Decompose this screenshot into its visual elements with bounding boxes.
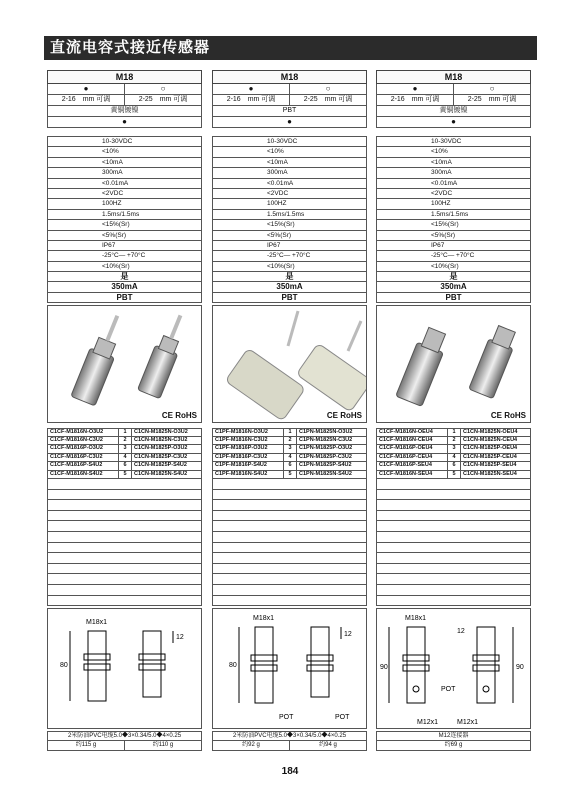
spec-repeat: <5%(Sr) <box>376 231 531 241</box>
spec-leak-current: <0.01mA <box>212 179 367 189</box>
table-row: C1CF-M1816P-S4U2 6 C1CN-M1825P-S4U2 <box>47 462 202 471</box>
range-flush: 2-16 mm 可调 <box>390 96 440 103</box>
spec-drift: <10%(Sr) <box>376 262 531 272</box>
spec-voltage: 10-30VDC <box>376 137 531 147</box>
product-column-3 <box>376 70 531 303</box>
spec-noload-current: <10mA <box>47 158 202 168</box>
housing-material: 黄铜镀镍 <box>47 106 202 117</box>
spec-short-protect: 是 <box>212 272 367 282</box>
part-number-table <box>376 428 531 606</box>
part-number-table <box>47 428 202 606</box>
table-row: C1CF-M1816P-C3U2 4 C1CN-M1825P-C3U2 <box>47 454 202 463</box>
dim-m18: M18x1 <box>405 615 427 622</box>
housing-material: PBT <box>212 106 367 117</box>
spec-ripple: <10% <box>212 147 367 157</box>
spec-list <box>212 136 367 303</box>
dim-12: 12 <box>176 634 184 641</box>
ce-rohs-mark: CE RoHS <box>326 411 362 420</box>
spec-leak-current: <0.01mA <box>47 179 202 189</box>
table-row: C1PF-M1816P-C3U2 4 C1PN-M1825P-C3U2 <box>212 454 367 463</box>
cable-info <box>47 731 202 751</box>
dim-80: 80 <box>60 662 68 669</box>
spec-max-current: 350mA <box>376 282 531 292</box>
spec-voltage: 10-30VDC <box>212 137 367 147</box>
table-row: C1CF-M1816P-CEU4 4 C1CN-M1825P-CEU4 <box>376 454 531 463</box>
range-flush: 2-16 mm 可调 <box>226 96 276 103</box>
spec-frequency: 100HZ <box>376 199 531 209</box>
spec-max-current: 350mA <box>47 282 202 292</box>
table-row: C1PF-M1816N-S4U2 5 C1PN-M1825N-S4U2 <box>212 471 367 480</box>
spec-protection: IP67 <box>212 241 367 251</box>
table-row: C1CF-M1816N-C3U2 2 C1CN-M1825N-C3U2 <box>47 437 202 446</box>
spec-voltage: 10-30VDC <box>47 137 202 147</box>
page-number: 184 <box>281 766 299 777</box>
option-dot: ● <box>212 117 367 128</box>
spec-protection: IP67 <box>47 241 202 251</box>
spec-temperature: -25°C— +70°C <box>47 251 202 261</box>
range-nonflush: 2-25 mm 可调 <box>453 95 530 105</box>
dimension-drawing-2 <box>212 608 367 729</box>
spec-short-protect: 是 <box>47 272 202 282</box>
table-row: C1CF-M1816N-CEU4 2 C1CN-M1825N-CEU4 <box>376 437 531 446</box>
spec-ripple: <10% <box>47 147 202 157</box>
title-underline <box>44 58 537 60</box>
dim-12: 12 <box>457 628 465 635</box>
weight: 约94 g <box>289 741 366 750</box>
table-row: C1CF-M1816P-OEU4 3 C1CN-M1825P-OEU4 <box>376 445 531 454</box>
spec-list <box>47 136 202 303</box>
spec-hysteresis: <15%(Sr) <box>212 220 367 230</box>
option-dot: ● <box>47 117 202 128</box>
spec-hysteresis: <15%(Sr) <box>47 220 202 230</box>
product-column-2 <box>212 70 367 303</box>
flush-symbol: ● <box>248 84 254 93</box>
product-photo-connector <box>376 305 531 423</box>
product-photo-brass <box>47 305 202 423</box>
spec-noload-current: <10mA <box>376 158 531 168</box>
spec-response: 1.5ms/1.5ms <box>212 210 367 220</box>
spec-load-current: 300mA <box>376 168 531 178</box>
page-title: 直流电容式接近传感器 <box>44 36 537 58</box>
spec-load-current: 300mA <box>212 168 367 178</box>
nonflush-symbol: ○ <box>124 84 201 94</box>
sensor-illustration <box>377 306 531 423</box>
dimension-drawing-1 <box>47 608 202 729</box>
spec-temperature: -25°C— +70°C <box>376 251 531 261</box>
flush-symbol: ● <box>412 84 418 93</box>
spec-frequency: 100HZ <box>47 199 202 209</box>
sensor-illustration <box>48 306 202 423</box>
spec-voltage-drop: <2VDC <box>212 189 367 199</box>
dim-80: 80 <box>229 662 237 669</box>
pot-label: POT <box>335 714 350 721</box>
spec-material: PBT <box>47 293 202 303</box>
table-row: C1PF-M1816P-O3U2 3 C1PN-M1825P-O3U2 <box>212 445 367 454</box>
weight: 约69 g <box>444 742 463 748</box>
spec-ripple: <10% <box>376 147 531 157</box>
spec-voltage-drop: <2VDC <box>47 189 202 199</box>
spec-response: 1.5ms/1.5ms <box>376 210 531 220</box>
part-number-table <box>212 428 367 606</box>
range-flush: 2-16 mm 可调 <box>61 96 111 103</box>
spec-voltage-drop: <2VDC <box>376 189 531 199</box>
table-row: C1CF-M1816N-O3U2 1 C1CN-M1825N-O3U2 <box>47 428 202 437</box>
model-label: M18 <box>376 70 531 84</box>
table-row: C1PF-M1816N-O3U2 1 C1PN-M1825N-O3U2 <box>212 428 367 437</box>
pot-label: POT <box>441 686 456 693</box>
spec-frequency: 100HZ <box>212 199 367 209</box>
ce-rohs-mark: CE RoHS <box>490 411 526 420</box>
weight: 约110 g <box>124 741 201 750</box>
spec-max-current: 350mA <box>212 282 367 292</box>
drawing-svg <box>213 609 368 730</box>
nonflush-symbol: ○ <box>289 84 366 94</box>
dim-m12: M12x1 <box>417 719 439 726</box>
dimension-drawing-3 <box>376 608 531 729</box>
weight: 约115 g <box>75 742 97 748</box>
table-row: C1CF-M1816N-SEU4 5 C1CN-M1825N-SEU4 <box>376 471 531 480</box>
drawing-svg <box>48 609 203 730</box>
model-label: M18 <box>212 70 367 84</box>
table-row: C1PF-M1816N-C3U2 2 C1PN-M1825N-C3U2 <box>212 437 367 446</box>
product-photo-pbt <box>212 305 367 423</box>
table-row: C1CF-M1816N-OEU4 1 C1CN-M1825N-OEU4 <box>376 428 531 437</box>
range-nonflush: 2-25 mm 可调 <box>124 95 201 105</box>
range-nonflush: 2-25 mm 可调 <box>289 95 366 105</box>
spec-drift: <10%(Sr) <box>47 262 202 272</box>
spec-leak-current: <0.01mA <box>376 179 531 189</box>
dim-m18: M18x1 <box>253 615 275 622</box>
cable-info <box>212 731 367 751</box>
table-row: C1CF-M1816N-S4U2 5 C1CN-M1825N-S4U2 <box>47 471 202 480</box>
nonflush-symbol: ○ <box>453 84 530 94</box>
dim-m12: M12x1 <box>457 719 479 726</box>
drawing-svg <box>377 609 532 730</box>
model-label: M18 <box>47 70 202 84</box>
spec-protection: IP67 <box>376 241 531 251</box>
spec-load-current: 300mA <box>47 168 202 178</box>
option-dot: ● <box>376 117 531 128</box>
spec-repeat: <5%(Sr) <box>212 231 367 241</box>
ce-rohs-mark: CE RoHS <box>161 411 197 420</box>
spec-material: PBT <box>376 293 531 303</box>
spec-list <box>376 136 531 303</box>
spec-temperature: -25°C— +70°C <box>212 251 367 261</box>
spec-noload-current: <10mA <box>212 158 367 168</box>
spec-short-protect: 是 <box>376 272 531 282</box>
spec-drift: <10%(Sr) <box>212 262 367 272</box>
sensor-illustration <box>213 306 367 423</box>
dim-m18: M18x1 <box>86 619 108 626</box>
table-row: C1CF-M1816P-SEU4 6 C1CN-M1825P-SEU4 <box>376 462 531 471</box>
spec-repeat: <5%(Sr) <box>47 231 202 241</box>
spec-response: 1.5ms/1.5ms <box>47 210 202 220</box>
weight: 约92 g <box>242 742 260 748</box>
product-column-1 <box>47 70 202 303</box>
cable-info <box>376 731 531 751</box>
pot-label: POT <box>279 714 294 721</box>
dim-90: 90 <box>516 664 524 671</box>
dim-90: 90 <box>380 664 388 671</box>
table-row: C1CF-M1816P-O3U2 3 C1CN-M1825P-O3U2 <box>47 445 202 454</box>
spec-material: PBT <box>212 293 367 303</box>
cable-spec: M12连接器 <box>376 731 531 741</box>
cable-spec: 2米防油PVC电缆5.0◆3×0.34/5.0◆4×0.25 <box>47 731 202 741</box>
housing-material: 黄铜镀镍 <box>376 106 531 117</box>
dim-12: 12 <box>344 631 352 638</box>
table-row: C1PF-M1816P-S4U2 6 C1PN-M1825P-S4U2 <box>212 462 367 471</box>
spec-hysteresis: <15%(Sr) <box>376 220 531 230</box>
flush-symbol: ● <box>83 84 89 93</box>
cable-spec: 2米防油PVC电缆5.0◆3×0.34/5.0◆4×0.25 <box>212 731 367 741</box>
